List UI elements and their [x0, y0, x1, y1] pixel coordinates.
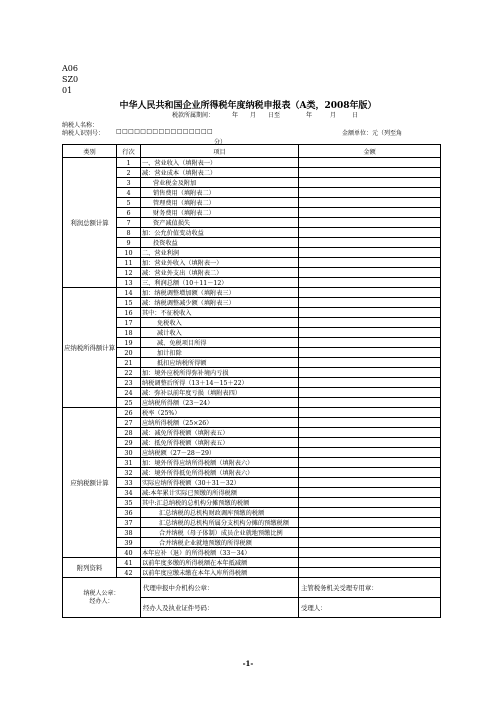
receiver-label: 受理人： — [301, 604, 327, 612]
agent-seal-label: 代理申报中介机构公章： — [143, 584, 214, 592]
row-item: 投资收益 — [141, 238, 299, 248]
table-row — [63, 488, 441, 498]
row-number: 33 — [117, 478, 141, 488]
period-year-2: 年 — [306, 112, 313, 119]
row-number: 16 — [117, 308, 141, 318]
row-item: 减：营业成本（填附表二） — [141, 168, 299, 178]
row-item: 免税收入 — [141, 318, 299, 328]
row-number: 25 — [117, 398, 141, 408]
table-row — [63, 328, 441, 338]
row-number: 4 — [117, 188, 141, 198]
amount-cell[interactable] — [299, 338, 441, 348]
table-row — [63, 418, 441, 428]
table-row — [63, 188, 441, 198]
row-item: 减：纳税调整减少额（填附表三） — [141, 298, 299, 308]
row-item: 减：减免所得税额（填附表五） — [141, 428, 299, 438]
authority-seal-label: 主管税务机关受理专用章： — [301, 584, 378, 592]
row-item: 税率（25%） — [141, 408, 299, 418]
amount-cell[interactable] — [299, 478, 441, 488]
form-title: 中华人民共和国企业所得税年度纳税申报表（A类，2008年版） — [119, 101, 377, 111]
amount-cell[interactable] — [299, 468, 441, 478]
amount-cell[interactable] — [299, 298, 441, 308]
taxpayer-id-label: 纳税人识别号： — [62, 130, 105, 137]
category-taxable-income: 应纳税所得额计算 — [63, 288, 117, 408]
row-number: 39 — [117, 538, 141, 548]
taxpayer-name-label: 纳税人名称： — [62, 122, 99, 129]
table-row — [63, 538, 441, 548]
row-number: 6 — [117, 208, 141, 218]
amount-cell[interactable] — [299, 348, 441, 358]
table-row — [63, 218, 441, 228]
taxpayer-id-boxes[interactable]: □□□□□□□□□□□□□□□□ — [116, 128, 214, 135]
table-row — [63, 448, 441, 458]
row-number: 31 — [117, 458, 141, 468]
row-number: 5 — [117, 198, 141, 208]
amount-cell[interactable] — [299, 408, 441, 418]
table-row — [63, 558, 441, 568]
header-category: 类别 — [63, 145, 117, 158]
row-item: 汇总纳税的总机构所属分支机构分摊的预缴税额 — [141, 518, 299, 528]
row-number: 17 — [117, 318, 141, 328]
table-row — [63, 238, 441, 248]
amount-cell[interactable] — [299, 158, 441, 168]
table-row — [63, 408, 441, 418]
table-row — [63, 458, 441, 468]
row-item: 减：抵免所得税额（填附表五） — [141, 438, 299, 448]
amount-cell[interactable] — [299, 358, 441, 368]
amount-cell[interactable] — [299, 508, 441, 518]
row-item: 财务费用（填附表二） — [141, 208, 299, 218]
authority-seal-cell[interactable] — [299, 578, 441, 598]
row-item: 加：营业外收入（填附表一） — [141, 258, 299, 268]
row-number: 19 — [117, 338, 141, 348]
row-item: 应纳税额（27－28－29） — [141, 448, 299, 458]
row-number: 40 — [117, 548, 141, 558]
row-number: 18 — [117, 328, 141, 338]
amount-cell[interactable] — [299, 168, 441, 178]
table-row — [63, 158, 441, 168]
row-item: 二、营业利润 — [141, 248, 299, 258]
table-row — [63, 388, 441, 398]
row-item: 加：境外应税所得弥补境内亏损 — [141, 368, 299, 378]
form-code-line-3: 01 — [62, 86, 73, 95]
amount-cell[interactable] — [299, 448, 441, 458]
row-item: 减：境外所得抵免所得税额（填附表六） — [141, 468, 299, 478]
row-item: 应纳所得税额（25×26） — [141, 418, 299, 428]
row-number: 36 — [117, 508, 141, 518]
amount-cell[interactable] — [299, 418, 441, 428]
table-row — [63, 508, 441, 518]
tax-period-label: 税款所属期间： — [172, 112, 215, 119]
amount-cell[interactable] — [299, 308, 441, 318]
table-row — [63, 498, 441, 508]
row-item: 营业税金及附加 — [141, 178, 299, 188]
row-number: 20 — [117, 348, 141, 358]
row-item: 合并纳税（母子体制）成员企业就地预缴比例 — [141, 528, 299, 538]
amount-cell[interactable] — [299, 518, 441, 528]
amount-cell[interactable] — [299, 488, 441, 498]
table-row — [63, 298, 441, 308]
table-row — [63, 378, 441, 388]
table-row — [63, 428, 441, 438]
table-row — [63, 258, 441, 268]
row-number: 22 — [117, 368, 141, 378]
row-number: 38 — [117, 528, 141, 538]
amount-cell[interactable] — [299, 288, 441, 298]
amount-cell[interactable] — [299, 238, 441, 248]
row-item: 汇总纳税的总机构财政调库预缴的税额 — [141, 508, 299, 518]
row-number: 12 — [117, 268, 141, 278]
row-item: 以前年度多缴的所得税额在本年抵减额 — [141, 558, 299, 568]
amount-cell[interactable] — [299, 258, 441, 268]
row-item: 应纳税所得额（23－24） — [141, 398, 299, 408]
period-day-to: 日至 — [268, 112, 281, 119]
row-number: 27 — [117, 418, 141, 428]
table-row — [63, 268, 441, 278]
amount-cell[interactable] — [299, 498, 441, 508]
row-number: 11 — [117, 258, 141, 268]
amount-cell[interactable] — [299, 398, 441, 408]
table-row — [63, 288, 441, 298]
row-item: 减、免税项目所得 — [141, 338, 299, 348]
table-header-row — [63, 145, 441, 158]
agent-person-label: 经办人及执业证件号码： — [143, 604, 214, 612]
row-number: 14 — [117, 288, 141, 298]
table-row — [63, 178, 441, 188]
row-number: 42 — [117, 568, 141, 578]
amount-cell[interactable] — [299, 228, 441, 238]
row-number: 1 — [117, 158, 141, 168]
amount-cell[interactable] — [299, 368, 441, 378]
row-number: 26 — [117, 408, 141, 418]
amount-cell[interactable] — [299, 188, 441, 198]
taxpayer-handler-label: 经办人： — [89, 597, 114, 605]
amount-cell[interactable] — [299, 378, 441, 388]
row-item: 加：公允价值变动收益 — [141, 228, 299, 238]
header-amount: 金额 — [299, 145, 441, 158]
table-row — [63, 368, 441, 378]
row-number: 10 — [117, 248, 141, 258]
table-row — [63, 348, 441, 358]
row-number: 21 — [117, 358, 141, 368]
amount-cell[interactable] — [299, 438, 441, 448]
row-number: 2 — [117, 168, 141, 178]
row-number: 37 — [117, 518, 141, 528]
row-number: 13 — [117, 278, 141, 288]
row-item: 实际应纳所得税额（30＋31－32） — [141, 478, 299, 488]
row-item: 加计扣除 — [141, 348, 299, 358]
form-code-line-1: A06 — [62, 64, 78, 73]
receiver-cell[interactable] — [299, 598, 441, 618]
row-item: 三、利润总额（10＋11－12） — [141, 278, 299, 288]
table-row — [63, 228, 441, 238]
row-number: 32 — [117, 468, 141, 478]
row-number: 41 — [117, 558, 141, 568]
amount-cell[interactable] — [299, 278, 441, 288]
amount-cell[interactable] — [299, 328, 441, 338]
table-row — [63, 568, 441, 578]
row-number: 24 — [117, 388, 141, 398]
table-row — [63, 398, 441, 408]
row-item: 抵扣应纳税所得额 — [141, 358, 299, 368]
taxpayer-seal-label: 纳税人公章： — [83, 589, 120, 597]
table-row — [63, 518, 441, 528]
amount-cell[interactable] — [299, 458, 441, 468]
agent-seal-cell[interactable] — [141, 578, 299, 598]
table-row — [63, 548, 441, 558]
row-item: 减：弥补以前年度亏损（填附表四） — [141, 388, 299, 398]
amount-cell[interactable] — [299, 388, 441, 398]
category-attached-info: 附列资料 — [63, 558, 117, 578]
period-month-2: 月 — [330, 112, 337, 119]
row-number: 8 — [117, 228, 141, 238]
taxpayer-signature-cell[interactable] — [63, 578, 141, 618]
table-row — [63, 358, 441, 368]
category-tax-payable: 应纳税额计算 — [63, 408, 117, 558]
row-item: 减：营业外支出（填附表二） — [141, 268, 299, 278]
row-number: 30 — [117, 448, 141, 458]
row-item: 合并纳税企业就地预缴的所得税额 — [141, 538, 299, 548]
table-row — [63, 278, 441, 288]
amount-cell[interactable] — [299, 528, 441, 538]
period-day-2: 日 — [352, 112, 359, 119]
row-item: 加：境外所得应纳所得税额（填附表六） — [141, 458, 299, 468]
row-item: 加：纳税调整增加额（填附表三） — [141, 288, 299, 298]
row-item: 减:本年累计实际已预缴的所得税额 — [141, 488, 299, 498]
row-item: 管理费用（填附表二） — [141, 198, 299, 208]
amount-cell[interactable] — [299, 198, 441, 208]
row-item: 纳税调整后所得（13＋14－15＋22） — [141, 378, 299, 388]
amount-cell[interactable] — [299, 538, 441, 548]
period-year: 年 — [232, 112, 239, 119]
form-code-line-2: SZ0 — [62, 75, 79, 84]
row-number: 3 — [117, 178, 141, 188]
row-item: 其中:汇总纳税的总机构分摊预缴的税额 — [141, 498, 299, 508]
amount-unit-label: 金额单位：元（列至角 — [342, 130, 403, 137]
amount-cell[interactable] — [299, 558, 441, 568]
row-number: 29 — [117, 438, 141, 448]
row-item: 销售费用（填附表二） — [141, 188, 299, 198]
row-number: 9 — [117, 238, 141, 248]
signature-row — [63, 578, 441, 598]
page-number: -1- — [242, 659, 254, 668]
amount-cell[interactable] — [299, 568, 441, 578]
header-row-number: 行次 — [117, 145, 141, 158]
table-row — [63, 208, 441, 218]
table-row — [63, 438, 441, 448]
table-row — [63, 308, 441, 318]
table-row — [63, 338, 441, 348]
tax-return-table — [62, 144, 441, 618]
row-number: 15 — [117, 298, 141, 308]
row-number: 34 — [117, 488, 141, 498]
row-number: 7 — [117, 218, 141, 228]
table-row — [63, 168, 441, 178]
row-number: 35 — [117, 498, 141, 508]
table-row — [63, 528, 441, 538]
agent-person-cell[interactable] — [141, 598, 299, 618]
amount-cell[interactable] — [299, 218, 441, 228]
header-item: 项目 — [141, 145, 299, 158]
row-item: 资产减值损失 — [141, 218, 299, 228]
amount-cell[interactable] — [299, 318, 441, 328]
row-item: 本年应补（退）的所得税额（33－34） — [141, 548, 299, 558]
table-row — [63, 248, 441, 258]
amount-cell[interactable] — [299, 428, 441, 438]
period-month: 月 — [250, 112, 257, 119]
row-item: 减计收入 — [141, 328, 299, 338]
row-item: 一、营业收入（填附表一） — [141, 158, 299, 168]
amount-cell[interactable] — [299, 548, 441, 558]
amount-cell[interactable] — [299, 248, 441, 258]
table-row — [63, 478, 441, 488]
amount-unit-cont: 分） — [214, 139, 227, 146]
category-profit: 利润总额计算 — [63, 158, 117, 288]
row-number: 28 — [117, 428, 141, 438]
row-item: 以前年度应缴未缴在本年入库所得税额 — [141, 568, 299, 578]
row-item: 其中：不征税收入 — [141, 308, 299, 318]
row-number: 23 — [117, 378, 141, 388]
amount-cell[interactable] — [299, 178, 441, 188]
amount-cell[interactable] — [299, 208, 441, 218]
table-row — [63, 198, 441, 208]
amount-cell[interactable] — [299, 268, 441, 278]
table-row — [63, 468, 441, 478]
table-row — [63, 318, 441, 328]
